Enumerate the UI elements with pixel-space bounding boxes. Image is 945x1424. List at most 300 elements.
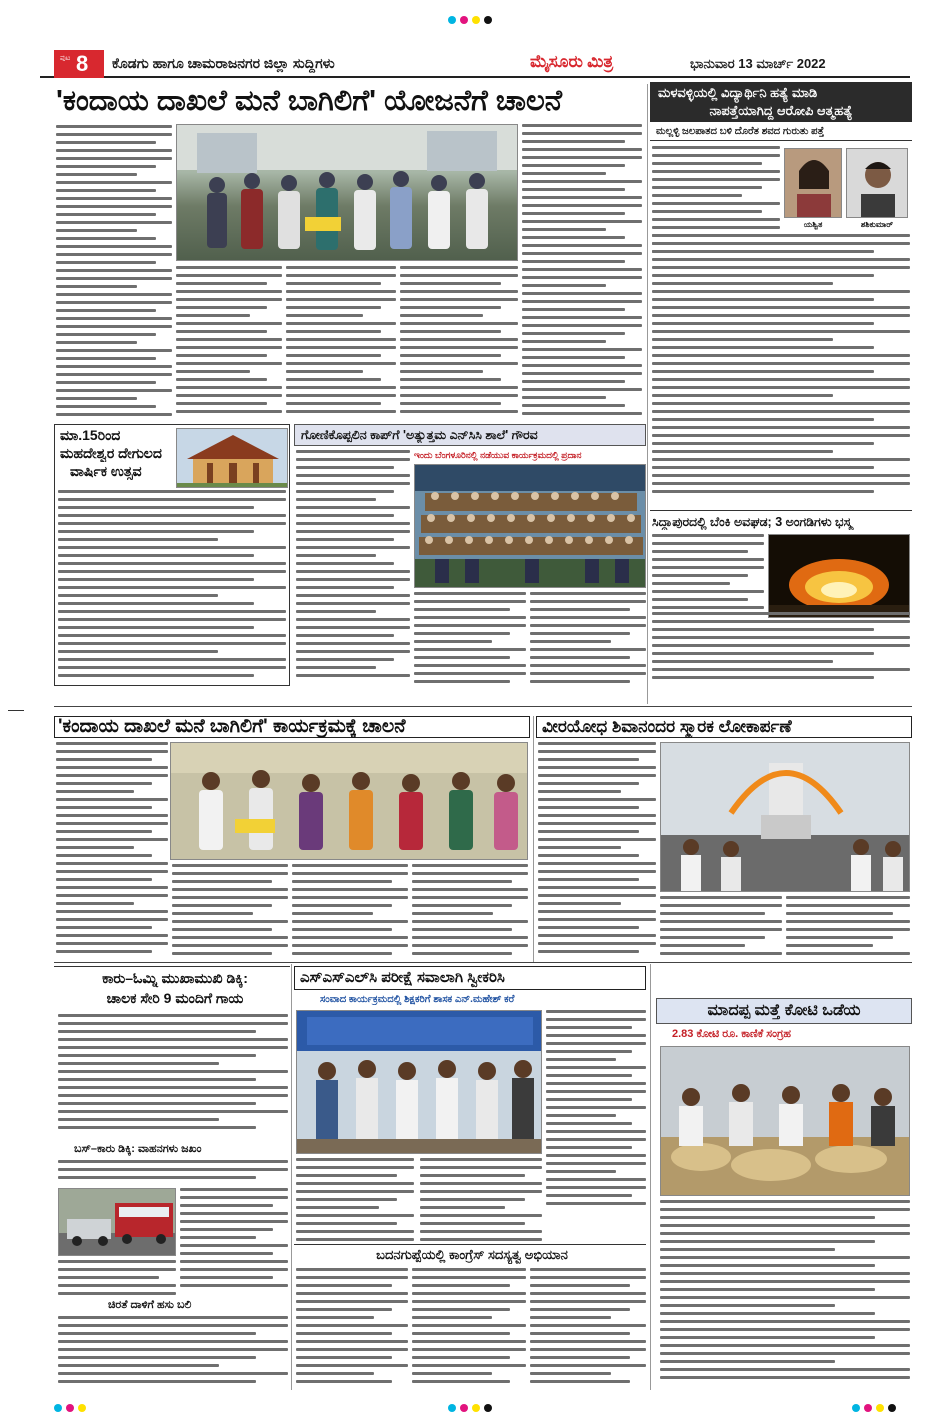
body-text-line — [652, 210, 762, 213]
body-text-line — [412, 1348, 526, 1351]
body-text-line — [412, 1316, 492, 1319]
body-text-line — [522, 244, 642, 247]
body-text-line — [286, 370, 363, 373]
body-text-line — [56, 934, 168, 937]
body-text-line — [538, 766, 656, 769]
body-text-line — [660, 920, 782, 923]
body-text-line — [56, 229, 137, 232]
body-text-line — [660, 1232, 910, 1235]
body-text-line — [522, 356, 625, 359]
body-text-line — [652, 338, 833, 341]
body-text-line — [546, 1170, 616, 1173]
body-text-line — [58, 506, 254, 509]
body-text-line — [538, 894, 656, 897]
body-text-line — [412, 952, 512, 955]
column-rule-4 — [650, 964, 651, 1390]
body-text-line — [286, 338, 396, 341]
body-text-line — [652, 612, 910, 615]
body-text-line — [56, 277, 172, 280]
body-text-line — [412, 880, 512, 883]
body-text-line — [546, 1194, 632, 1197]
body-text-line — [530, 600, 646, 603]
body-text-line — [530, 1284, 630, 1287]
siddapura-rule — [650, 510, 912, 511]
body-text-line — [400, 298, 518, 301]
body-text-line — [660, 1264, 875, 1267]
body-text-line — [412, 1268, 526, 1271]
body-text-line — [292, 864, 408, 867]
bus-car-body-right — [180, 1188, 288, 1290]
body-text-line — [286, 410, 396, 413]
body-text-line — [58, 1340, 288, 1343]
body-text-line — [58, 1356, 256, 1359]
malavalli-kicker: ಮಲ್ಲಳ್ಳಿ ಜಲಪಾತದ ಬಳಿ ದೊರೆತ ಶವದ ಗುರುತು ಪತ್ತೆ — [656, 126, 825, 137]
mahadeshwara-headline-2: ಮಹದೇಶ್ವರ ದೇಗುಲದ — [60, 445, 162, 461]
body-text-line — [172, 944, 288, 947]
veerayodha-headline: ವೀರಯೋಧ ಶಿವಾನಂದರ ಸ್ಮಾರಕ ಲೋಕಾರ್ಪಣೆ — [542, 717, 792, 736]
body-text-line — [660, 936, 765, 939]
body-text-line — [58, 1054, 256, 1057]
body-text-line — [522, 268, 642, 271]
body-text-line — [296, 1158, 414, 1161]
madappa-headline: ಮಾದಪ್ಪ ಮತ್ತೆ ಕೋಟಿ ಒಡೆಯ — [707, 1002, 861, 1019]
body-text-line — [180, 1228, 273, 1231]
body-text-line — [522, 132, 642, 135]
body-text-line — [56, 870, 168, 873]
body-text-line — [652, 542, 764, 545]
body-text-line — [546, 1034, 646, 1037]
body-text-line — [420, 1158, 542, 1161]
body-text-line — [58, 674, 254, 677]
body-text-line — [786, 920, 910, 923]
body-text-line — [176, 394, 282, 397]
body-text-line — [652, 386, 910, 389]
body-text-line — [296, 1214, 414, 1217]
gonikoppa-kicker: ಇಂದು ಬೆಂಗಳೂರಿನಲ್ಲಿ ನಡೆಯುವ ಕಾರ್ಯಕ್ರಮದಲ್ಲಿ ಪ್ರದಾನ — [414, 450, 582, 460]
body-text-line — [172, 920, 288, 923]
body-text-line — [296, 674, 410, 677]
body-text-line — [530, 672, 646, 675]
siddapura-body-wide — [652, 612, 910, 686]
body-text-line — [296, 498, 376, 501]
body-text-line — [400, 306, 501, 309]
body-text-line — [530, 1372, 611, 1375]
body-text-line — [652, 154, 780, 157]
body-text-line — [292, 872, 408, 875]
bus-car-body-left — [58, 1260, 176, 1296]
body-text-line — [660, 1200, 910, 1203]
mahadeshwara-body — [58, 490, 286, 682]
body-text-line — [292, 912, 373, 915]
body-text-line — [660, 1352, 910, 1355]
body-text-line — [286, 290, 396, 293]
body-text-line — [546, 1202, 646, 1205]
body-text-line — [286, 306, 381, 309]
body-text-line — [546, 1130, 646, 1133]
body-text-line — [652, 566, 764, 569]
body-text-line — [58, 1160, 288, 1163]
body-text-line — [172, 928, 272, 931]
body-text-line — [522, 236, 625, 239]
body-text-line — [546, 1050, 632, 1053]
body-text-line — [296, 1348, 408, 1351]
body-text-line — [172, 896, 288, 899]
body-text-line — [412, 936, 528, 939]
body-text-line — [530, 664, 646, 667]
bus-accident-photo — [58, 1188, 176, 1256]
body-text-line — [530, 592, 646, 595]
body-text-line — [522, 324, 642, 327]
bus-car-body-top — [58, 1160, 288, 1184]
body-text-line — [56, 357, 156, 360]
body-text-line — [652, 378, 910, 381]
body-text-line — [652, 450, 833, 453]
body-text-line — [56, 149, 172, 152]
body-text-line — [522, 284, 606, 287]
body-text-line — [412, 864, 528, 867]
body-text-line — [56, 157, 172, 160]
body-text-line — [56, 141, 156, 144]
body-text-line — [522, 388, 642, 391]
body-text-line — [296, 642, 410, 645]
body-text-line — [56, 750, 168, 753]
malavalli-accused-photo — [846, 148, 908, 218]
body-text-line — [652, 202, 780, 205]
body-text-line — [296, 514, 394, 517]
body-text-line — [56, 766, 168, 769]
car-collision-body — [58, 1014, 288, 1138]
body-text-line — [522, 404, 625, 407]
body-text-line — [58, 1126, 256, 1129]
body-text-line — [286, 282, 381, 285]
body-text-line — [58, 1324, 288, 1327]
body-text-line — [286, 330, 381, 333]
body-text-line — [660, 928, 782, 931]
body-text-line — [58, 1284, 176, 1287]
body-text-line — [56, 197, 172, 200]
body-text-line — [412, 888, 528, 891]
lead-headline: 'ಕಂದಾಯ ದಾಖಲೆ ಮನೆ ಬಾಗಿಲಿಗೆ' ಯೋಜನೆಗೆ ಚಾಲನೆ — [56, 85, 563, 117]
body-text-line — [412, 1340, 526, 1343]
body-text-line — [58, 1268, 176, 1271]
body-text-line — [292, 928, 392, 931]
car-collision-rule — [54, 966, 290, 967]
body-text-line — [56, 333, 156, 336]
body-text-line — [58, 1110, 288, 1113]
body-text-line — [176, 378, 267, 381]
body-text-line — [660, 1208, 910, 1211]
body-text-line — [522, 260, 625, 263]
body-text-line — [546, 1106, 646, 1109]
body-text-line — [296, 538, 394, 541]
body-text-line — [414, 600, 526, 603]
body-text-line — [786, 904, 910, 907]
body-text-line — [414, 648, 526, 651]
body-text-line — [286, 274, 396, 277]
body-text-line — [400, 394, 518, 397]
body-text-line — [58, 538, 218, 541]
body-text-line — [296, 466, 394, 469]
sslc-kicker: ಸಂವಾದ ಕಾರ್ಯಕ್ರಮದಲ್ಲಿ ಶಿಕ್ಷಕರಿಗೆ ಶಾಸಕ ಎನ್.ಮಹೇಶ್ ಕರೆ — [320, 994, 515, 1005]
body-text-line — [660, 944, 745, 947]
body-text-line — [296, 594, 410, 597]
body-text-line — [660, 1288, 875, 1291]
body-text-line — [58, 1038, 288, 1041]
body-text-line — [538, 750, 656, 753]
body-text-line — [58, 658, 286, 661]
body-text-line — [530, 640, 611, 643]
body-text-line — [292, 944, 408, 947]
body-text-line — [56, 910, 168, 913]
body-text-line — [412, 896, 528, 899]
body-text-line — [292, 952, 392, 955]
body-text-line — [652, 458, 910, 461]
body-text-line — [176, 402, 267, 405]
body-text-line — [400, 330, 501, 333]
body-text-line — [660, 1224, 910, 1227]
malavalli-caption-left: ಯಶ್ವಿತ — [803, 220, 823, 229]
body-text-line — [538, 782, 639, 785]
registration-marks-bottom — [448, 1404, 492, 1412]
body-text-line — [652, 354, 910, 357]
body-text-line — [652, 426, 910, 429]
body-text-line — [546, 1082, 646, 1085]
body-text-line — [296, 618, 410, 621]
body-text-line — [58, 666, 286, 669]
body-text-line — [58, 634, 286, 637]
body-text-line — [546, 1186, 646, 1189]
body-text-line — [56, 133, 172, 136]
crop-mark — [8, 710, 24, 711]
body-text-line — [292, 888, 408, 891]
body-text-line — [546, 1114, 616, 1117]
body-text-line — [400, 274, 518, 277]
body-text-line — [538, 830, 639, 833]
body-text-line — [786, 928, 910, 931]
body-text-line — [56, 285, 137, 288]
body-text-line — [58, 618, 286, 621]
body-text-line — [296, 522, 410, 525]
body-text-line — [546, 1138, 646, 1141]
body-text-line — [538, 854, 639, 857]
body-text-line — [172, 912, 253, 915]
body-text-line — [180, 1244, 288, 1247]
body-text-line — [530, 1316, 611, 1319]
body-text-line — [522, 172, 606, 175]
body-text-line — [58, 562, 286, 565]
kandaya2-body-col-4 — [412, 864, 528, 960]
body-text-line — [530, 1356, 630, 1359]
body-text-line — [58, 530, 254, 533]
row-rule-2 — [54, 962, 912, 963]
body-text-line — [296, 546, 410, 549]
registration-marks-bottom-right — [852, 1404, 896, 1412]
body-text-line — [522, 228, 606, 231]
body-text-line — [176, 266, 282, 269]
body-text-line — [652, 474, 910, 477]
body-text-line — [546, 1162, 646, 1165]
body-text-line — [530, 1324, 646, 1327]
body-text-line — [180, 1188, 288, 1191]
body-text-line — [172, 952, 272, 955]
body-text-line — [56, 397, 137, 400]
body-text-line — [56, 862, 168, 865]
body-text-line — [546, 1074, 632, 1077]
body-text-line — [660, 1256, 910, 1259]
body-text-line — [530, 1276, 646, 1279]
body-text-line — [530, 616, 646, 619]
body-text-line — [522, 156, 642, 159]
body-text-line — [522, 164, 625, 167]
body-text-line — [56, 213, 156, 216]
body-text-line — [176, 290, 282, 293]
body-text-line — [660, 912, 765, 915]
hundi-counting-photo — [660, 1046, 910, 1196]
body-text-line — [652, 598, 748, 601]
body-text-line — [180, 1276, 273, 1279]
body-text-line — [286, 314, 363, 317]
kandaya2-body-col-1 — [56, 742, 168, 960]
body-text-line — [522, 380, 625, 383]
body-text-line — [296, 1340, 408, 1343]
body-text-line — [400, 282, 501, 285]
body-text-line — [522, 148, 642, 151]
body-text-line — [56, 854, 152, 857]
body-text-line — [522, 372, 642, 375]
body-text-line — [58, 1372, 288, 1375]
body-text-line — [56, 830, 152, 833]
body-text-line — [660, 1248, 835, 1251]
column-rule-1 — [647, 84, 648, 704]
body-text-line — [652, 258, 910, 261]
body-text-line — [530, 1292, 646, 1295]
sslc-photo — [296, 1010, 542, 1154]
column-rule-2 — [533, 716, 534, 962]
body-text-line — [538, 822, 656, 825]
body-text-line — [58, 1102, 256, 1105]
body-text-line — [412, 1380, 510, 1383]
body-text-line — [420, 1166, 542, 1169]
body-text-line — [522, 140, 625, 143]
body-text-line — [180, 1252, 273, 1255]
body-text-line — [522, 308, 625, 311]
lead-body-col-5 — [522, 124, 642, 422]
body-text-line — [530, 1308, 630, 1311]
body-text-line — [56, 774, 168, 777]
body-text-line — [414, 608, 510, 611]
badanaguppe-headline: ಬದನಗುಪ್ಪೆಯಲ್ಲಿ ಕಾಂಗ್ರೆಸ್ ಸದಸ್ಯತ್ವ ಅಭಿಯಾನ — [376, 1247, 568, 1262]
body-text-line — [56, 365, 172, 368]
body-text-line — [58, 1380, 256, 1383]
body-text-line — [58, 1022, 288, 1025]
body-text-line — [56, 413, 172, 416]
body-text-line — [538, 758, 639, 761]
page-number-badge — [54, 50, 104, 78]
body-text-line — [176, 338, 282, 341]
body-text-line — [652, 218, 780, 221]
body-text-line — [176, 370, 250, 373]
body-text-line — [180, 1212, 288, 1215]
body-text-line — [296, 1198, 397, 1201]
body-text-line — [400, 370, 483, 373]
body-text-line — [58, 1118, 219, 1121]
body-text-line — [652, 620, 910, 623]
body-text-line — [58, 490, 286, 493]
body-text-line — [412, 904, 512, 907]
body-text-line — [58, 1276, 159, 1279]
sslc-body-col-right — [546, 1010, 646, 1210]
body-text-line — [538, 910, 656, 913]
body-text-line — [652, 178, 780, 181]
body-text-line — [180, 1220, 288, 1223]
row-rule-1 — [54, 706, 912, 707]
body-text-line — [412, 1300, 526, 1303]
body-text-line — [546, 1098, 632, 1101]
body-text-line — [660, 896, 782, 899]
body-text-line — [652, 574, 748, 577]
body-text-line — [522, 188, 625, 191]
body-text-line — [296, 650, 410, 653]
body-text-line — [522, 124, 642, 127]
body-text-line — [546, 1066, 646, 1069]
body-text-line — [56, 806, 152, 809]
body-text-line — [652, 490, 874, 493]
body-text-line — [538, 886, 656, 889]
body-text-line — [172, 888, 288, 891]
body-text-line — [400, 402, 501, 405]
body-text-line — [420, 1214, 542, 1217]
body-text-line — [660, 1280, 910, 1283]
body-text-line — [296, 1324, 408, 1327]
veerayodha-body-col-2 — [660, 896, 782, 960]
veerayodha-body-col-1 — [538, 742, 656, 960]
body-text-line — [296, 602, 410, 605]
body-text-line — [400, 290, 518, 293]
body-text-line — [652, 418, 874, 421]
body-text-line — [56, 846, 134, 849]
body-text-line — [660, 1272, 910, 1275]
body-text-line — [296, 1300, 408, 1303]
body-text-line — [58, 1332, 256, 1335]
body-text-line — [296, 450, 410, 453]
body-text-line — [176, 410, 282, 413]
body-text-line — [400, 338, 518, 341]
body-text-line — [652, 410, 910, 413]
body-text-line — [530, 1268, 646, 1271]
body-text-line — [652, 550, 748, 553]
body-text-line — [420, 1198, 525, 1201]
body-text-line — [652, 402, 910, 405]
body-text-line — [522, 340, 606, 343]
body-text-line — [660, 1376, 910, 1379]
body-text-line — [412, 944, 528, 947]
body-text-line — [420, 1206, 505, 1209]
car-collision-headline-2: ಚಾಲಕ ಸೇರಿ 9 ಮಂದಿಗೆ ಗಾಯ — [106, 990, 244, 1006]
body-text-line — [546, 1178, 646, 1181]
body-text-line — [286, 266, 396, 269]
body-text-line — [176, 330, 267, 333]
body-text-line — [522, 252, 642, 255]
body-text-line — [296, 1190, 414, 1193]
body-text-line — [58, 578, 254, 581]
body-text-line — [420, 1230, 542, 1233]
body-text-line — [56, 790, 134, 793]
body-text-line — [56, 221, 172, 224]
body-text-line — [412, 920, 528, 923]
body-text-line — [56, 165, 156, 168]
body-text-line — [530, 632, 630, 635]
body-text-line — [296, 1166, 414, 1169]
